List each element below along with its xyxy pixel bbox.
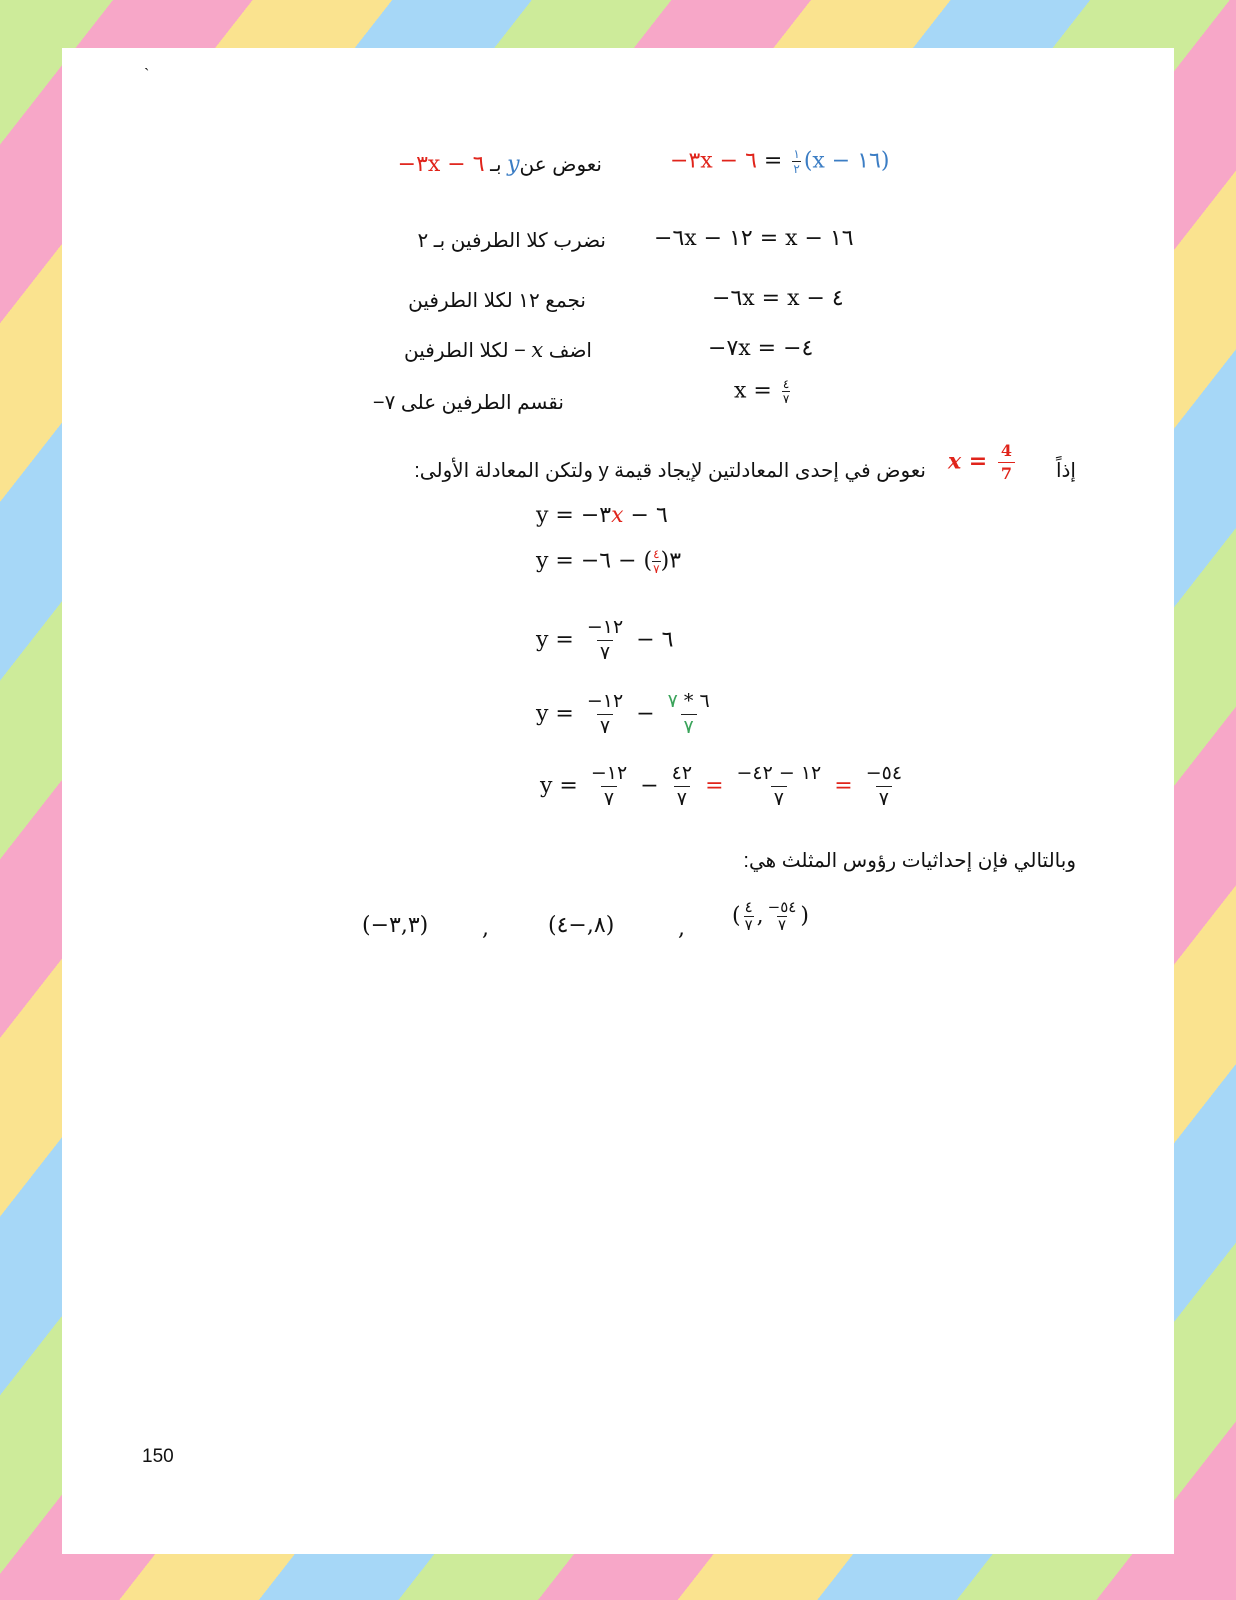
sub-5-denominator-3: ٧	[771, 786, 787, 809]
conclusion-lead: إذاً	[1055, 460, 1076, 482]
sub-5-numerator-3: −١٢ − ٤٢	[736, 762, 822, 784]
equation-4: −٧x = −٤	[708, 336, 814, 361]
sub-5-equals-1: =	[705, 773, 724, 799]
sub-4-minus: −	[636, 701, 655, 727]
sub-5-y: y =	[540, 773, 578, 799]
equation-1-lhs: −٣x − ٦	[670, 148, 757, 174]
sub-5-minus: −	[640, 773, 659, 799]
sub-5-denominator-2: ٧	[674, 786, 690, 809]
vertices-heading: وبالتالي فإن إحداثيات رؤوس المثلث هي:	[743, 850, 1076, 872]
sub-4-numerator-2a: ٦ *	[683, 690, 710, 712]
half-fraction	[792, 148, 800, 175]
vertex-comma-1: ,	[482, 916, 489, 941]
half-numerator: ١	[793, 147, 800, 161]
vertex-3-open: (	[732, 903, 741, 929]
step-4-text-b: − لكلا الطرفين	[404, 340, 526, 362]
vertex-3-close: )	[800, 903, 809, 929]
equation-2: −٦x − ١٢ = x − ١٦	[654, 226, 854, 251]
equation-3: −٦x = x − ٤	[712, 286, 844, 311]
step-1-text-a: نعوض عن	[519, 154, 602, 176]
vertex-3-numerator-1: ٤	[744, 898, 753, 916]
sub-3-y: y =	[536, 627, 574, 653]
sub-4-numerator-1: −١٢	[586, 690, 624, 712]
sub-5-denominator-1: ٧	[601, 786, 617, 809]
equation-1-paren: (x − ١٦)	[803, 148, 890, 174]
sub-2-rest: ) − ٦	[599, 548, 653, 574]
sub-2-numerator: ٤	[653, 547, 660, 561]
equation-5	[734, 378, 793, 405]
sub-3-fraction	[584, 618, 626, 663]
step-1-expr: −٣x − ٦	[397, 152, 485, 177]
x-fraction	[998, 443, 1015, 482]
page-number: 150	[142, 1446, 174, 1467]
sub-5-numerator-2: ٤٢	[671, 762, 693, 784]
sub-5-numerator-1: −١٢	[590, 762, 628, 784]
vertex-1: (−٣,٣)	[362, 913, 429, 938]
sub-3-rest: − ٦	[636, 627, 674, 653]
page	[62, 48, 1174, 1554]
equation-5-fraction	[782, 378, 790, 405]
sub-line-1	[536, 503, 668, 528]
equation-1-equals: =	[763, 148, 783, 174]
top-mark: `	[144, 66, 150, 83]
vertex-comma-2: ,	[678, 916, 685, 941]
x-value	[948, 443, 1018, 482]
vertex-3-fraction-2	[767, 900, 798, 933]
sub-3-numerator: −١٢	[586, 616, 624, 638]
equation-1	[670, 148, 889, 175]
step-4-var: x	[531, 338, 544, 362]
equation-5-lhs: x =	[734, 378, 772, 404]
sub-4-numerator-2b: ٧	[667, 690, 678, 712]
sub-1-y: y = −٣	[536, 503, 612, 528]
sub-5-fraction-1	[588, 764, 630, 809]
sub-1-rest: − ٦	[623, 503, 668, 528]
sub-5-equals-2: =	[834, 773, 853, 799]
equation-5-denominator: ٧	[782, 392, 790, 406]
sub-4-denominator-1: ٧	[597, 714, 613, 737]
step-1-note	[398, 152, 602, 177]
vertex-3-separator: ,	[756, 903, 764, 929]
sub-2-denominator: ٧	[653, 562, 660, 576]
sub-3-denominator: ٧	[597, 640, 613, 663]
sub-5-fraction-3	[734, 764, 825, 809]
x-label: x =	[948, 448, 988, 475]
vertex-2: (٨,−٤)	[548, 913, 615, 938]
sub-line-4	[536, 692, 716, 737]
sub-4-y: y =	[536, 701, 574, 727]
step-3-note: نجمع ١٢ لكلا الطرفين	[408, 290, 586, 312]
sub-1-x: x	[611, 503, 624, 528]
equation-5-numerator: ٤	[782, 377, 790, 391]
vertex-3	[732, 900, 809, 933]
x-denominator: 7	[998, 462, 1015, 482]
sub-5-denominator-4: ٧	[876, 786, 892, 809]
half-denominator: ٢	[793, 162, 800, 176]
sub-line-5	[540, 764, 908, 809]
sub-4-fraction-2	[665, 692, 713, 737]
step-1-text-b: بـ	[490, 154, 502, 176]
step-4-text-a: اضف	[548, 340, 592, 362]
sub-line-2	[536, 548, 681, 575]
sub-line-3	[536, 618, 673, 663]
sub-4-fraction-1	[584, 692, 626, 737]
sub-4-denominator-2: ٧	[681, 714, 697, 737]
vertex-3-denominator-2: ٧	[777, 916, 787, 934]
sub-5-fraction-2	[669, 764, 695, 809]
sub-5-numerator-4: −٥٤	[865, 762, 903, 784]
step-2-note: نضرب كلا الطرفين بـ ٢	[417, 230, 606, 252]
conclusion-text: نعوض في إحدى المعادلتين لإيجاد قيمة y ولتكن المعادلة الأولى:	[414, 460, 926, 482]
vertex-3-numerator-2: −٥٤	[767, 898, 797, 916]
sub-5-fraction-4	[863, 764, 905, 809]
vertex-3-fraction-1	[744, 900, 754, 933]
sub-2-fraction	[652, 548, 660, 575]
step-5-note: نقسم الطرفين على ٧−	[372, 392, 564, 414]
step-1-var: y	[507, 152, 520, 177]
step-4-note	[404, 338, 592, 363]
x-numerator: 4	[1000, 441, 1013, 460]
sub-2-y: y = −٣(	[536, 548, 682, 574]
vertex-3-denominator-1: ٧	[744, 916, 753, 934]
